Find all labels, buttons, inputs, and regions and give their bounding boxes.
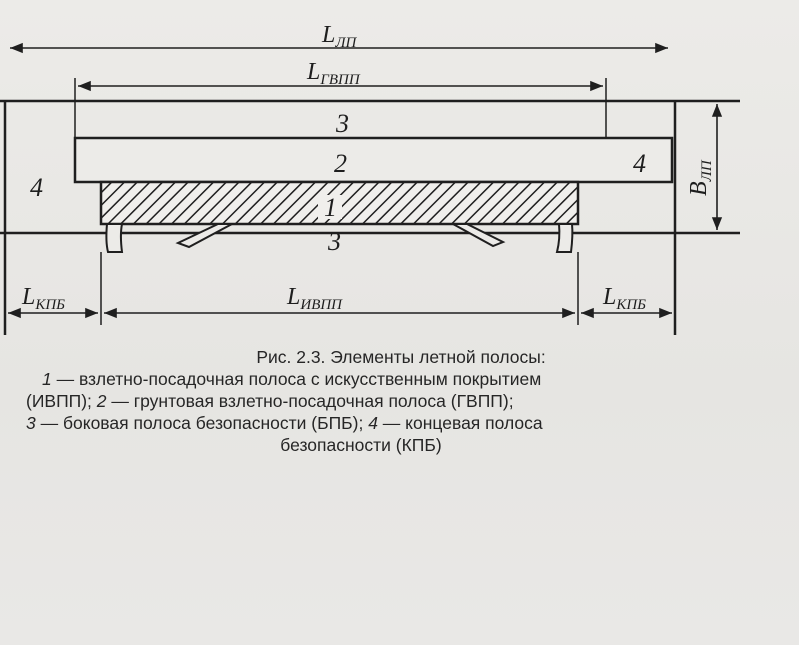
zone-3-bottom-label: 3 — [328, 227, 341, 256]
label-unpaved-runway-length: $L_{ГВПП}$ — [307, 59, 360, 88]
caption-line-1: 1 — взлетно-посадочная полоса с искусственным покрытием — [42, 369, 542, 389]
unpaved-runway — [75, 138, 672, 182]
zone-4-right-label: 4 — [633, 149, 646, 178]
zone-3-top-label: 3 — [336, 109, 349, 138]
label-paved-runway-length: $L_{ИВПП}$ — [287, 284, 343, 313]
zone-1-label: 1 — [324, 193, 337, 222]
label-end-zone-length-right: $L_{КПБ}$ — [603, 284, 647, 313]
left-diagonal-strut — [178, 224, 232, 247]
caption-title: Рис. 2.3. Элементы летной полосы: — [256, 347, 546, 367]
caption-line-3: 3 — боковая полоса безопасности (БПБ); 4 — концевая полоса — [26, 413, 543, 433]
right-diagonal-strut — [453, 224, 503, 246]
label-strip-width: $B_{ЛП}$ — [686, 160, 715, 196]
left-vertical-leg — [106, 224, 122, 252]
caption-line-4: безопасности (КПБ) — [280, 435, 442, 455]
zone-2-label: 2 — [334, 149, 347, 178]
caption-line-2: (ИВПП); 2 — грунтовая взлетно-посадочная полоса (ГВПП); — [26, 391, 514, 411]
zone-4-left-label: 4 — [30, 173, 43, 202]
label-strip-length: $L_{ЛП}$ — [322, 22, 357, 51]
right-vertical-leg — [557, 224, 572, 252]
label-end-zone-length-left: $L_{КПБ}$ — [22, 284, 66, 313]
figure-caption — [26, 346, 776, 456]
